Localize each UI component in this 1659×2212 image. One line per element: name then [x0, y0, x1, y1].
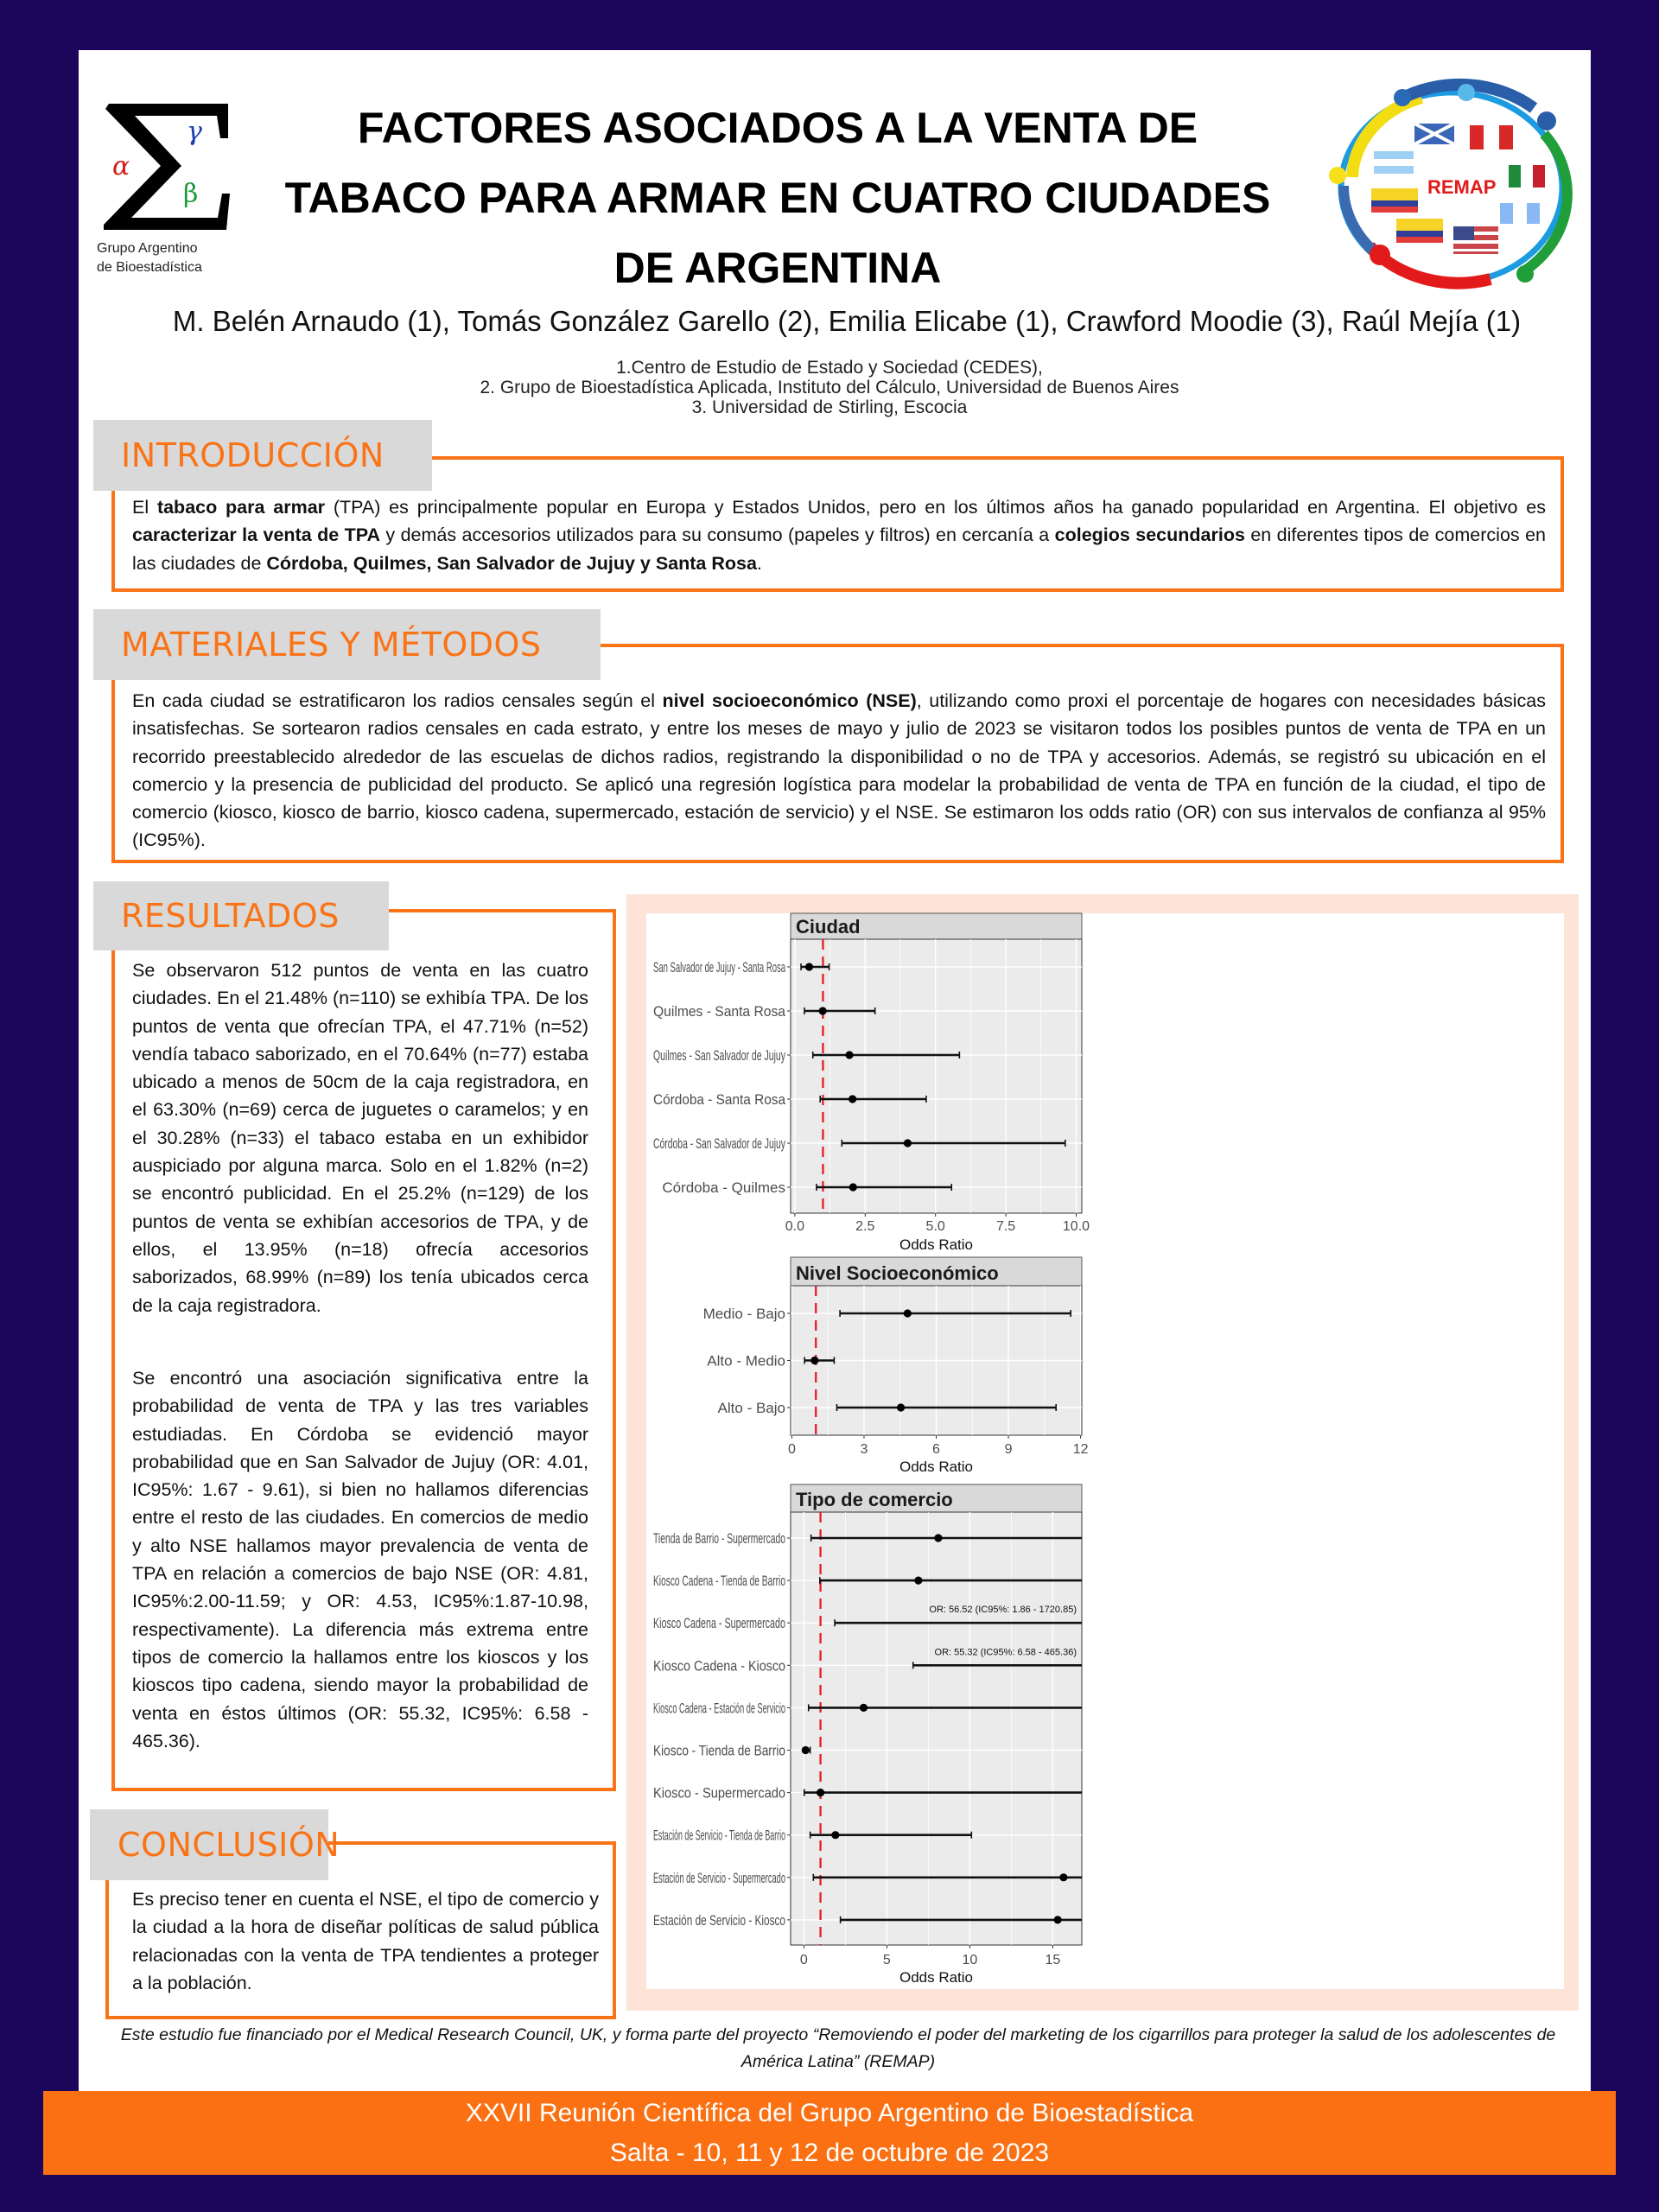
x-tick-label: 6	[932, 1442, 940, 1457]
x-tick-label: 2.5	[855, 1219, 875, 1234]
point-estimate	[849, 1183, 857, 1191]
point-estimate	[897, 1403, 905, 1411]
row-label: Estación de Servicio - Tienda de Barrio	[653, 1827, 785, 1844]
bold-phrase: nivel socioeconómico (NSE)	[662, 690, 917, 711]
row-label: Medio - Bajo	[702, 1306, 785, 1322]
point-estimate	[934, 1534, 942, 1541]
text-run: (TPA) es principalmente popular en Europa y Estados Unidos, pero en los últimos años ha ganado popularidad en Argentina. El objetivo es	[325, 497, 1546, 518]
x-tick-label: 15	[1045, 1953, 1061, 1967]
x-tick-label: 12	[1072, 1442, 1089, 1457]
point-estimate	[849, 1095, 856, 1103]
results-heading: RESULTADOS	[121, 897, 340, 935]
footer-line-1: XXVII Reunión Científica del Grupo Argentino de Bioestadística	[465, 2099, 1194, 2127]
row-label: Córdoba - Quilmes	[662, 1179, 785, 1196]
panel-title: Tipo de comercio	[796, 1489, 953, 1510]
plot-area	[791, 1512, 1082, 1945]
affiliation-3: 3. Universidad de Stirling, Escocia	[691, 397, 968, 417]
row-label: Quilmes - Santa Rosa	[653, 1003, 786, 1020]
point-estimate	[860, 1704, 868, 1712]
row-label: Tienda de Barrio - Supermercado	[653, 1530, 785, 1547]
panel-title: Ciudad	[796, 916, 861, 938]
x-tick-label: 9	[1004, 1442, 1013, 1457]
point-estimate	[914, 1577, 922, 1585]
point-estimate	[805, 963, 813, 970]
text-run: En cada ciudad se estratificaron los radios censales según el	[132, 690, 663, 711]
conference-footer	[43, 2091, 1616, 2175]
text-run: El	[132, 497, 157, 518]
text-run: y demás accesorios utilizados para su consumo (papeles y filtros) en cercanía a	[380, 524, 1055, 546]
bold-phrase: caracterizar la venta de TPA	[132, 524, 380, 546]
text-run: , utilizando como proxi el porcentaje de hogares con necesidades básicas insatisfechas. Se sortearon radios censales en cada estrato, y entre los meses de mayo y julio de 2023 se visitaron todos los posibles puntos de venta de TPA en un recorrido preestablecido alrededor de las escuelas de dichos radios, registrando la disponibilidad o no de TPA y accesorios. Además, se registró su ubicación en el comercio y la presencia de publicidad del producto. Se aplicó una regresión logística para modelar la probabilidad de venta de TPA en función de la ciudad, el tipo de comercio (kiosco, kiosco de barrio, kiosco cadena, supermercado, estación de servicio) y el NSE. Se estimaron los odds ratio (OR) con sus intervalos de confianza al 95% (IC95%).	[132, 690, 1546, 851]
x-tick-label: 0	[787, 1442, 796, 1457]
panel-title: Nivel Socioeconómico	[796, 1262, 999, 1284]
x-tick-label: 0	[799, 1953, 808, 1967]
alpha-symbol: α	[112, 151, 130, 181]
bold-phrase: Córdoba, Quilmes, San Salvador de Jujuy y Santa Rosa	[266, 552, 757, 574]
forest-panel-0	[653, 913, 1090, 1253]
x-tick-label: 10	[962, 1953, 978, 1967]
row-label: Kiosco - Supermercado	[653, 1784, 785, 1802]
point-estimate	[810, 1357, 818, 1364]
x-tick-label: 5.0	[925, 1219, 945, 1234]
text-run: en diferentes tipos de comercios en las ciudades de	[132, 524, 1546, 574]
row-label: Estación de Servicio - Kiosco	[653, 1911, 785, 1929]
point-estimate	[1059, 1873, 1067, 1881]
row-label: Kiosco - Tienda de Barrio	[653, 1742, 785, 1759]
x-tick-label: 0.0	[785, 1219, 805, 1234]
row-label: Córdoba - Santa Rosa	[653, 1091, 786, 1108]
x-axis-title: Odds Ratio	[899, 1236, 974, 1253]
forest-panel-2	[653, 1484, 1082, 1986]
intro-heading: INTRODUCCIÓN	[121, 436, 385, 474]
row-annotation: OR: 56.52 (IC95%: 1.86 - 1720.85)	[929, 1605, 1077, 1616]
methods-heading: MATERIALES Y MÉTODOS	[121, 626, 542, 664]
x-tick-label: 10.0	[1062, 1219, 1090, 1234]
point-estimate	[819, 1007, 827, 1014]
x-tick-label: 7.5	[995, 1219, 1016, 1234]
row-label: Córdoba - San Salvador de Jujuy	[653, 1135, 786, 1152]
affiliation-1: 1.Centro de Estudio de Estado y Sociedad (CEDES),	[616, 358, 1043, 378]
logo-caption-line2: de Bioestadística	[97, 260, 202, 275]
row-label: Kiosco Cadena - Tienda de Barrio	[653, 1573, 785, 1590]
row-annotation: OR: 55.32 (IC95%: 6.58 - 465.36)	[934, 1647, 1077, 1658]
x-axis-title: Odds Ratio	[899, 1969, 974, 1986]
row-label: Kiosco Cadena - Supermercado	[653, 1615, 785, 1632]
results-paragraph-1: Se observaron 512 puntos de venta en las cuatro ciudades. En el 21.48% (n=110) se exhibía TPA. De los puntos de venta que ofrecían TPA, el 47.71% (n=52) vendía tabaco saborizado, en el 70.64% (n=77) estaba ubicado a menos de 50cm de la caja registradora, en el 63.30% (n=69) cerca de juguetes o caramelos; y en el 30.28% (n=33) el tabaco estaba en un exhibidor auspiciado por alguna marca. Solo en el 1.82% (n=2) se encontró publicidad. En el 25.2% (n=129) de los puntos de venta se exhibían accesorios de TPA, y de ellos, el 13.95% (n=18) ofrecía accesorios saborizados, 68.99% (n=89) los tenía ubicados cerca de la caja registradora.	[132, 960, 588, 1316]
point-estimate	[817, 1789, 824, 1796]
conclusion-heading: CONCLUSIÓN	[118, 1826, 340, 1864]
funding-note: Este estudio fue financiado por el Medical Research Council, UK, y forma parte del proyecto “Removiendo el poder del marketing de los cigarrillos para proteger la salud de los adolescentes de América Latina” (REMAP)	[120, 2025, 1556, 2071]
remap-logo-text: REMAP	[1427, 176, 1497, 198]
point-estimate	[904, 1139, 912, 1147]
footer-line-2: Salta - 10, 11 y 12 de octubre de 2023	[609, 2139, 1050, 2167]
row-label: Kiosco Cadena - Kiosco	[653, 1657, 785, 1675]
title-line-3: DE ARGENTINA	[613, 244, 942, 292]
x-axis-title: Odds Ratio	[899, 1459, 974, 1475]
beta-symbol: β	[183, 179, 199, 209]
authors: M. Belén Arnaudo (1), Tomás González Garello (2), Emilia Elicabe (1), Crawford Moodie (3), Raúl Mejía (1)	[172, 305, 1522, 337]
bold-phrase: tabaco para armar	[156, 497, 326, 518]
point-estimate	[904, 1309, 912, 1317]
point-estimate	[845, 1051, 853, 1058]
forest-panel-1	[703, 1257, 1089, 1475]
row-label: Alto - Bajo	[717, 1400, 785, 1416]
gamma-symbol: γ	[187, 117, 202, 147]
title-line-2: TABACO PARA ARMAR EN CUATRO CIUDADES	[284, 174, 1271, 222]
title-line-1: FACTORES ASOCIADOS A LA VENTA DE	[357, 104, 1198, 152]
logo-caption-line1: Grupo Argentino	[97, 241, 198, 256]
row-label: Kiosco Cadena - Estación de Servicio	[653, 1700, 785, 1717]
row-label: Quilmes - San Salvador de Jujuy	[653, 1047, 786, 1064]
text-run: .	[756, 552, 762, 574]
row-label: Alto - Medio	[707, 1352, 785, 1370]
row-label: San Salvador de Jujuy - Santa Rosa	[653, 959, 786, 976]
x-tick-label: 5	[882, 1953, 891, 1967]
bold-phrase: colegios secundarios	[1054, 524, 1245, 546]
point-estimate	[1054, 1916, 1062, 1923]
row-label: Estación de Servicio - Supermercado	[653, 1869, 785, 1886]
results-paragraph-2: Se encontró una asociación significativa entre la probabilidad de venta de TPA y las tres variables estudiadas. En Córdoba se evidenció mayor probabilidad que en San Salvador de Jujuy (OR: 4.01, IC95%: 1.67 - 9.61), si bien no hallamos diferencias entre el resto de las ciudades. En comercios de medio y alto NSE hallamos mayor prevalencia de venta de TPA en relación a comercios de bajo NSE (OR: 4.81, IC95%:2.00-11.59; y OR: 4.53, IC95%:1.87-10.98, respectivamente). La diferencia más extrema entre tipos de comercio la hallamos entre los kioscos y los kioscos tipo cadena, siendo mayor la probabilidad de venta en éstos últimos (OR: 55.32, IC95%: 6.58 - 465.36).	[132, 1368, 588, 1751]
affiliation-2: 2. Grupo de Bioestadística Aplicada, Instituto del Cálculo, Universidad de Buenos Aires	[480, 378, 1179, 397]
conclusion-text: Es preciso tener en cuenta el NSE, el tipo de comercio y la ciudad a la hora de diseñar políticas de salud pública relacionadas con la venta de TPA tendientes a proteger a la población.	[132, 1889, 599, 1993]
point-estimate	[802, 1746, 810, 1754]
x-tick-label: 3	[860, 1442, 868, 1457]
plot-area	[791, 939, 1082, 1213]
point-estimate	[831, 1831, 839, 1839]
